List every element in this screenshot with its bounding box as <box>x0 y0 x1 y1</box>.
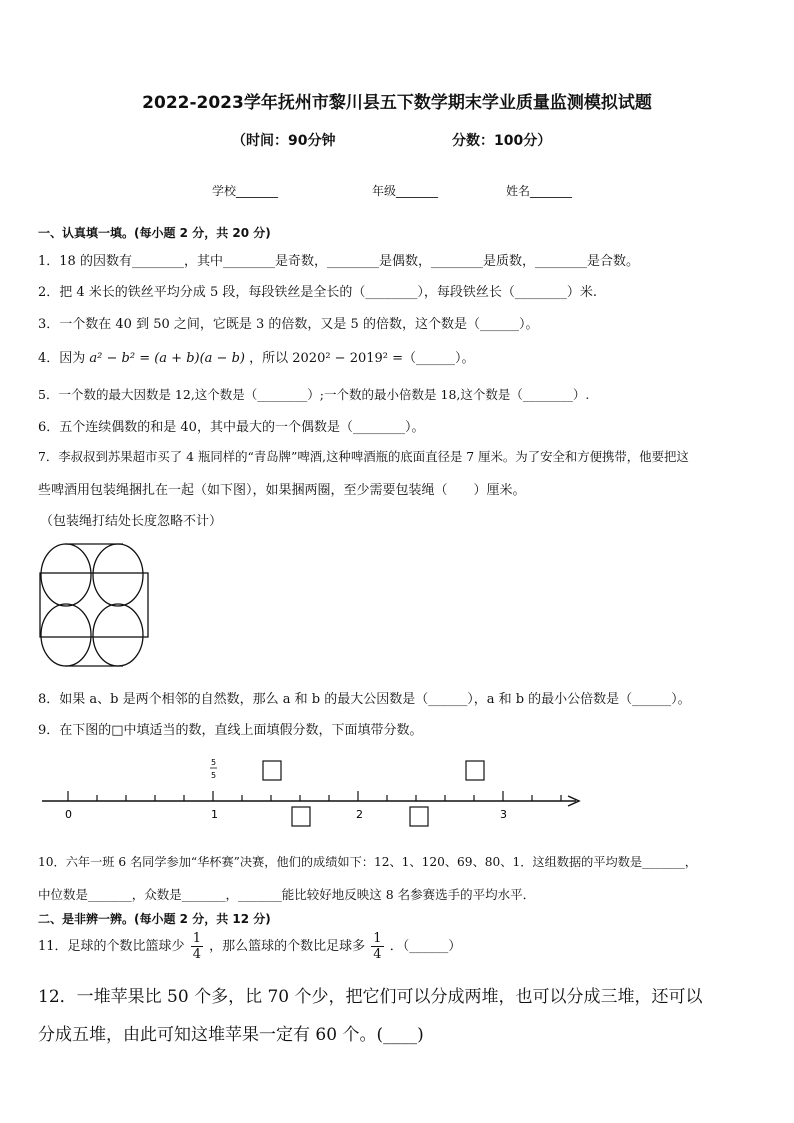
question-10-line-2: 中位数是_______，众数是_______，_______能比较好地反映这 8 名参赛选手的平均水平． <box>38 887 536 902</box>
grade-field[interactable]: 年级_______ <box>372 184 439 198</box>
question-4-formula: a² − b² = (a + b)(a − b) <box>89 351 245 366</box>
question-4-prefix: 4．因为 <box>38 351 86 366</box>
answer-box-above[interactable] <box>263 761 281 780</box>
question-2: 2．把 4 米长的铁丝平均分成 5 段，每段铁丝是全长的（________），每段铁丝长（________）米. <box>38 285 597 300</box>
fraction-denominator: 4 <box>192 947 201 962</box>
question-4 <box>38 347 475 366</box>
question-9: 9．在下图的□中填适当的数，直线上面填假分数，下面填带分数。 <box>38 723 423 738</box>
question-11-prefix: 11．足球的个数比篮球少 <box>38 939 185 954</box>
answer-box-below[interactable] <box>292 807 310 826</box>
question-6: 6．五个连续偶数的和是 40，其中最大的一个偶数是（________）。 <box>38 420 425 435</box>
question-10-line-1: 10．六年一班 6 名同学参加“华杯赛”决赛，他们的成绩如下：12、1、120、69、80、1．这组数据的平均数是_______， <box>38 855 697 869</box>
answer-box-above[interactable] <box>466 761 484 780</box>
fraction-numerator: 5 <box>211 758 217 767</box>
question-12-line-2: 分成五堆，由此可知这堆苹果一定有 60 个。(____) <box>38 1025 424 1045</box>
school-field[interactable]: 学校_______ <box>212 184 279 198</box>
exam-score: 分数：100分） <box>452 133 552 149</box>
question-7-note: （包装绳打结处长度忽略不计） <box>40 514 223 529</box>
number-line-ticks <box>68 791 561 801</box>
tick-label-3: 3 <box>500 808 507 821</box>
tick-label-0: 0 <box>65 808 72 821</box>
exam-time: （时间：90分钟 <box>232 133 336 149</box>
bottle-circle <box>93 544 143 606</box>
tick-label-1: 1 <box>211 808 218 821</box>
bottles-diagram <box>38 540 150 670</box>
question-5: 5．一个数的最大因数是 12,这个数是（________）;一个数的最小倍数是 18,这个数是（________）. <box>38 387 590 402</box>
bottle-circle <box>41 604 91 666</box>
question-8: 8．如果 a、b 是两个相邻的自然数，那么 a 和 b 的最大公因数是（______），a 和 b 的最小公倍数是（______）。 <box>38 692 691 707</box>
section-2-heading: 二、是非辨一辨。(每小题 2 分，共 12 分) <box>38 912 271 926</box>
bottle-circle <box>93 604 143 666</box>
question-11-suffix: ．（______） <box>389 939 462 954</box>
question-11-middle: ，那么篮球的个数比足球多 <box>209 939 366 954</box>
tick-label-2: 2 <box>356 808 363 821</box>
number-line <box>38 755 588 830</box>
fraction-denominator: 4 <box>373 947 382 962</box>
question-4-suffix: ，所以 2020² − 2019² =（______）。 <box>249 351 475 366</box>
bottle-circle <box>41 544 91 606</box>
question-3: 3．一个数在 40 到 50 之间，它既是 3 的倍数，又是 5 的倍数，这个数是（______）。 <box>38 317 539 332</box>
question-12-line-1: 12．一堆苹果比 50 个多，比 70 个少，把它们可以分成两堆，也可以分成三堆，还可以 <box>38 987 703 1007</box>
fraction-numerator: 1 <box>373 931 382 946</box>
fraction-numerator: 1 <box>192 931 201 946</box>
question-7-line-1: 7．李叔叔到苏果超市买了 4 瓶同样的“青岛牌”啤酒,这种啤酒瓶的底面直径是 7 厘米。为了安全和方便携带，他要把这 <box>38 449 689 464</box>
question-11 <box>38 931 461 962</box>
question-7-line-2: 些啤酒用包装绳捆扎在一起（如下图），如果捆两圈，至少需要包装绳（ ）厘米。 <box>38 483 526 498</box>
question-1: 1．18 的因数有________，其中________是奇数，________是偶数，________是质数，________是合数。 <box>38 254 639 269</box>
name-field[interactable]: 姓名_______ <box>506 184 573 198</box>
fraction-quarter <box>191 931 203 962</box>
fraction-quarter <box>371 931 383 962</box>
answer-box-below[interactable] <box>410 807 428 826</box>
fraction-denominator: 5 <box>211 771 217 780</box>
section-1-heading: 一、认真填一填。(每小题 2 分，共 20 分) <box>38 226 271 240</box>
page-title: 2022-2023学年抚州市黎川县五下数学期末学业质量监测模拟试题 <box>142 93 652 113</box>
